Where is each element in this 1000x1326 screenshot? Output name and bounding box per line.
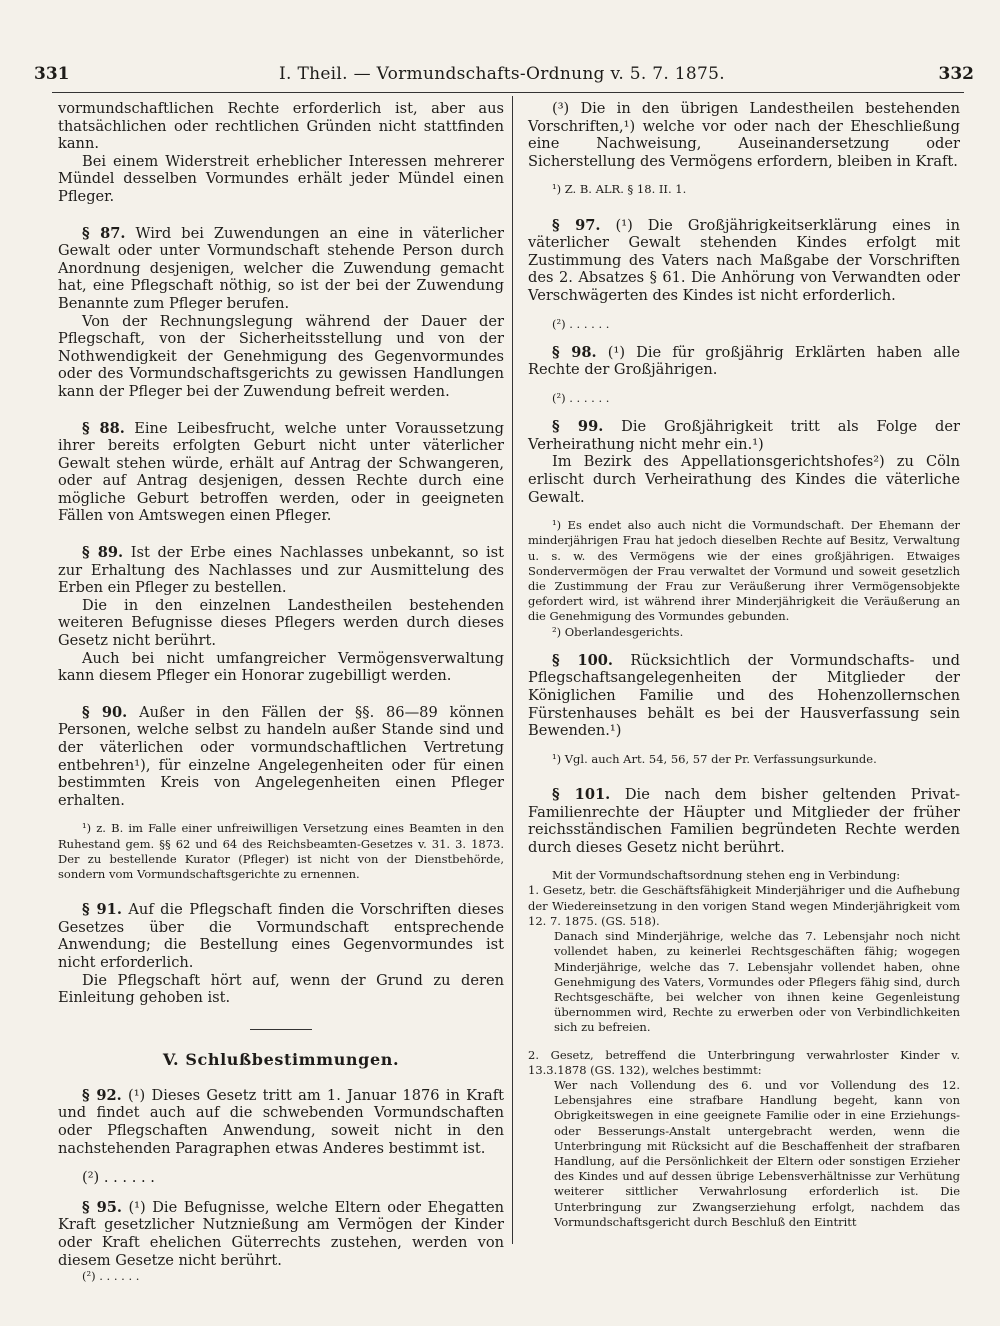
paragraph: Von der Rechnungslegung während der Dauer der Pflegschaft, von der Sicherheitsstellung und von der Nothwendigkeit der Genehmigung des Gegenvormundes oder des Vormundschaftsgerichts zu gewissen Handlungen kann der Pfleger bei der Zuwendung befreit werden.	[58, 312, 504, 400]
note-item-2-detail: Wer nach Vollendung des 6. und vor Vollendung des 12. Lebensjahres eine strafbare Handlung begeht, kann von Obrigkeitswegen in eine geeignete Familie oder in eine Erziehungs- oder Besserungs-Anstalt untergebracht werden, wenn die Unterbringung mit Rücksicht auf die Beschaffenheit der strafbaren Handlung, auf die Persönlichkeit der Eltern oder sonstigen Erzieher des Kindes und auf dessen übrige Lebensverhältnisse zur Verhütung weiterer sittlicher Verwahrlosung erforderlich ist. Die Unterbringung zur Zwangserziehung erfolgt, nachdem das Vormundschaftsgericht durch Beschluß den Eintritt	[554, 1077, 960, 1229]
section-98	[528, 344, 960, 379]
footnote: ¹) Es endet also auch nicht die Vormundschaft. Der Ehemann der minderjährigen Frau hat jedoch dieselben Rechte auf Besitz, Verwaltung u. s. w. des Vermögens wie der eines großjährigen. Etwaiges Sondervermögen der Frau verwaltet der Vormund und soweit gesetzlich die Zustimmung der Frau zur Veräußerung ihrer Vermögensobjekte gefordert wird, ist während ihrer Minderjährigkeit die Veräußerung an die Genehmigung des Vormundes gebunden.	[528, 518, 960, 624]
footnote: ¹) z. B. im Falle einer unfreiwilligen Versetzung eines Beamten in den Ruhestand gem. §§ 62 und 64 des Reichsbeamten-Gesetzes v. 31. 3. 1873. Der zu bestellende Kurator (Pfleger) ist nicht von der Dienstbehörde, sondern vom Vormundschaftsgerichte zu ernennen.	[58, 821, 504, 881]
note-intro: Mit der Vormundschaftsordnung stehen eng in Verbindung:	[552, 868, 901, 883]
paragraph: Im Bezirk des Appellationsgerichtshofes²) zu Cöln erlischt durch Verheirathung des Kindes die väterliche Gewalt.	[528, 453, 960, 506]
section-number: § 98.	[552, 343, 597, 361]
paragraph: (²) . . . . . .	[552, 316, 610, 331]
section-number: § 99.	[552, 418, 604, 436]
section-text: Außer in den Fällen der §§. 86—89 können Personen, welche selbst zu handeln außer Stande sind und der väterlichen oder vormundschaftlichen Vertretung entbehren¹), für einzelne Angelegenheiten oder für einen bestimmten Kreis von Angelegenheiten einen Pfleger erhalten.	[58, 703, 505, 809]
section-101	[528, 786, 960, 856]
page-number-left: 331	[34, 64, 70, 84]
section-number: § 95.	[82, 1198, 122, 1216]
section-text: Die Großjährigkeit tritt als Folge der Verheirathung nicht mehr ein.¹)	[528, 418, 960, 453]
section-number: § 92.	[82, 1086, 122, 1104]
footnote: ¹) Vgl. auch Art. 54, 56, 57 der Pr. Verfassungsurkunde.	[552, 751, 877, 766]
section-text: Die nach dem bisher geltenden Privat-Familienrechte der Häupter und Mitglieder der früher reichsständischen Familien begründeten Rechte werden durch dieses Gesetz nicht berührt.	[528, 785, 961, 856]
section-90	[58, 704, 504, 810]
section-text: (¹) Dieses Gesetz tritt am 1. Januar 1876 in Kraft und findet auch auf die schwebenden Vormundschaften oder Pflegschaften Anwendung, soweit nicht in den nachstehenden Paragraphen etwas Anderes bestimmt ist.	[58, 1086, 504, 1157]
running-title: I. Theil. — Vormundschafts-Ordnung v. 5. 7. 1875.	[279, 64, 725, 84]
header-rule	[52, 92, 964, 93]
note-item-2: 2. Gesetz, betreffend die Unterbringung verwahrloster Kinder v. 13.3.1878 (GS. 132), welches bestimmt:	[528, 1047, 960, 1077]
paragraph: vormundschaftlichen Rechte erforderlich ist, aber aus thatsächlichen oder rechtlichen Gründen nicht stattfinden kann.	[58, 100, 504, 153]
section-87	[58, 225, 504, 313]
section-text: (¹) Die Großjährigkeitserklärung eines in väterlicher Gewalt stehenden Kindes erfolgt mit Zustimmung des Vaters nach Maßgabe der Vorschriften des 2. Absatzes § 61. Die Anhörung von Verwandten oder Verschwägerten des Kindes ist nicht erforderlich.	[528, 216, 960, 304]
section-number: § 100.	[552, 651, 614, 669]
section-95	[58, 1199, 504, 1269]
section-92	[58, 1087, 504, 1157]
running-header	[28, 62, 976, 88]
paragraph: Die in den einzelnen Landestheilen bestehenden weiteren Befugnisse dieses Pflegers werden durch dieses Gesetz nicht berührt.	[58, 596, 504, 650]
section-number: § 87.	[82, 224, 126, 242]
section-number: § 101.	[552, 785, 611, 803]
section-text: Ist der Erbe eines Nachlasses unbekannt, so ist zur Erhaltung des Nachlasses und zur Ausmittelung des Erben ein Pfleger zu bestellen.	[58, 544, 505, 597]
section-text: Wird bei Zuwendungen an eine in väterlicher Gewalt oder unter Vormundschaft stehende Person durch Anordnung desjenigen, welcher die Zuwendung gemacht hat, eine Pflegschaft nöthig, so ist der bei der Zuwendung Benannte zum Pfleger berufen.	[58, 224, 504, 312]
note-item-1-detail: Danach sind Minderjährige, welche das 7. Lebensjahr noch nicht vollendet haben, zu keinerlei Rechtsgeschäften fähig; wogegen Minderjährige, welche das 7. Lebensjahr vollendet haben, ohne Genehmigung des Vaters, Vormundes oder Pflegers fähig sind, durch Rechtsgeschäfte, bei welcher von ihnen keine Gegenleistung übernommen wird, Rechte zu erwerben oder von Verbindlichkeiten sich zu befreien.	[554, 929, 960, 1035]
right-column	[528, 100, 960, 1230]
section-number: § 89.	[82, 544, 124, 562]
section-text: Eine Leibesfrucht, welche unter Voraussetzung ihrer bereits erfolgten Geburt nicht unter väterlicher Gewalt stehen würde, erhält auf Antrag der Schwangeren, oder auf Antrag desjenigen, dessen Rechte durch eine mögliche Geburt betroffen werden, oder in geeigneten Fällen von Amtswegen einen Pfleger.	[58, 419, 505, 525]
section-number: § 90.	[82, 703, 128, 721]
section-91	[58, 901, 504, 971]
left-column	[58, 100, 504, 1284]
section-100	[528, 652, 960, 740]
page-number-right: 332	[938, 64, 974, 84]
footnote: ¹) Z. B. ALR. § 18. II. 1.	[552, 182, 687, 197]
section-text: (¹) Die Befugnisse, welche Eltern oder Ehegatten Kraft gesetzlicher Nutznießung am Vermögen der Kinder oder Kraft ehelichen Güterrechts zustehen, werden von diesem Gesetze nicht berührt.	[58, 1198, 505, 1269]
note-item-1: 1. Gesetz, betr. die Geschäftsfähigkeit Minderjähriger und die Aufhebung der Wiedereinsetzung in den vorigen Stand wegen Minderjährigkeit vom 12. 7. 1875. (GS. 518).	[528, 883, 960, 928]
paragraph: Bei einem Widerstreit erheblicher Interessen mehrerer Mündel desselben Vormundes erhält jeder Mündel einen Pfleger.	[58, 152, 504, 205]
section-88	[58, 420, 504, 526]
section-99	[528, 418, 960, 453]
paragraph: (²) . . . . . .	[82, 1269, 140, 1284]
section-text: Auf die Pflegschaft finden die Vorschriften dieses Gesetzes über die Vormundschaft entsprechende Anwendung; die Bestellung eines Gegenvormundes ist nicht erforderlich.	[58, 901, 505, 971]
paragraph: Auch bei nicht umfangreicher Vermögensverwaltung kann diesem Pfleger ein Honorar zugebilligt werden.	[58, 649, 504, 685]
footnote: ²) Oberlandesgerichts.	[552, 624, 684, 639]
paragraph: (²) . . . . . .	[552, 390, 610, 405]
section-separator	[250, 1029, 312, 1030]
paragraph: (³) Die in den übrigen Landestheilen bestehenden Vorschriften,¹) welche vor oder nach der Eheschließung eine Nachweisung, Auseinandersetzung oder Sicherstellung des Vermögens erfordern, bleiben in Kraft.	[528, 100, 960, 170]
section-text: (¹) Die für großjährig Erklärten haben alle Rechte der Großjährigen.	[528, 343, 961, 379]
section-97	[528, 217, 960, 305]
section-number: § 91.	[82, 901, 122, 919]
column-divider	[512, 96, 513, 1244]
paragraph: Die Pflegschaft hört auf, wenn der Grund zu deren Einleitung gehoben ist.	[58, 971, 504, 1007]
paragraph: (²) . . . . . .	[82, 1169, 155, 1187]
section-number: § 88.	[82, 419, 125, 437]
section-number: § 97.	[552, 216, 601, 234]
section-89	[58, 544, 504, 597]
section-text: Rücksichtlich der Vormundschafts- und Pflegschaftsangelegenheiten der Mitglieder der Königlichen Familie und des Hohenzollernschen Fürstenhauses behält es bei der Hausverfassung sein Bewenden.¹)	[528, 651, 960, 740]
chapter-heading: V. Schlußbestimmungen.	[162, 1049, 400, 1069]
